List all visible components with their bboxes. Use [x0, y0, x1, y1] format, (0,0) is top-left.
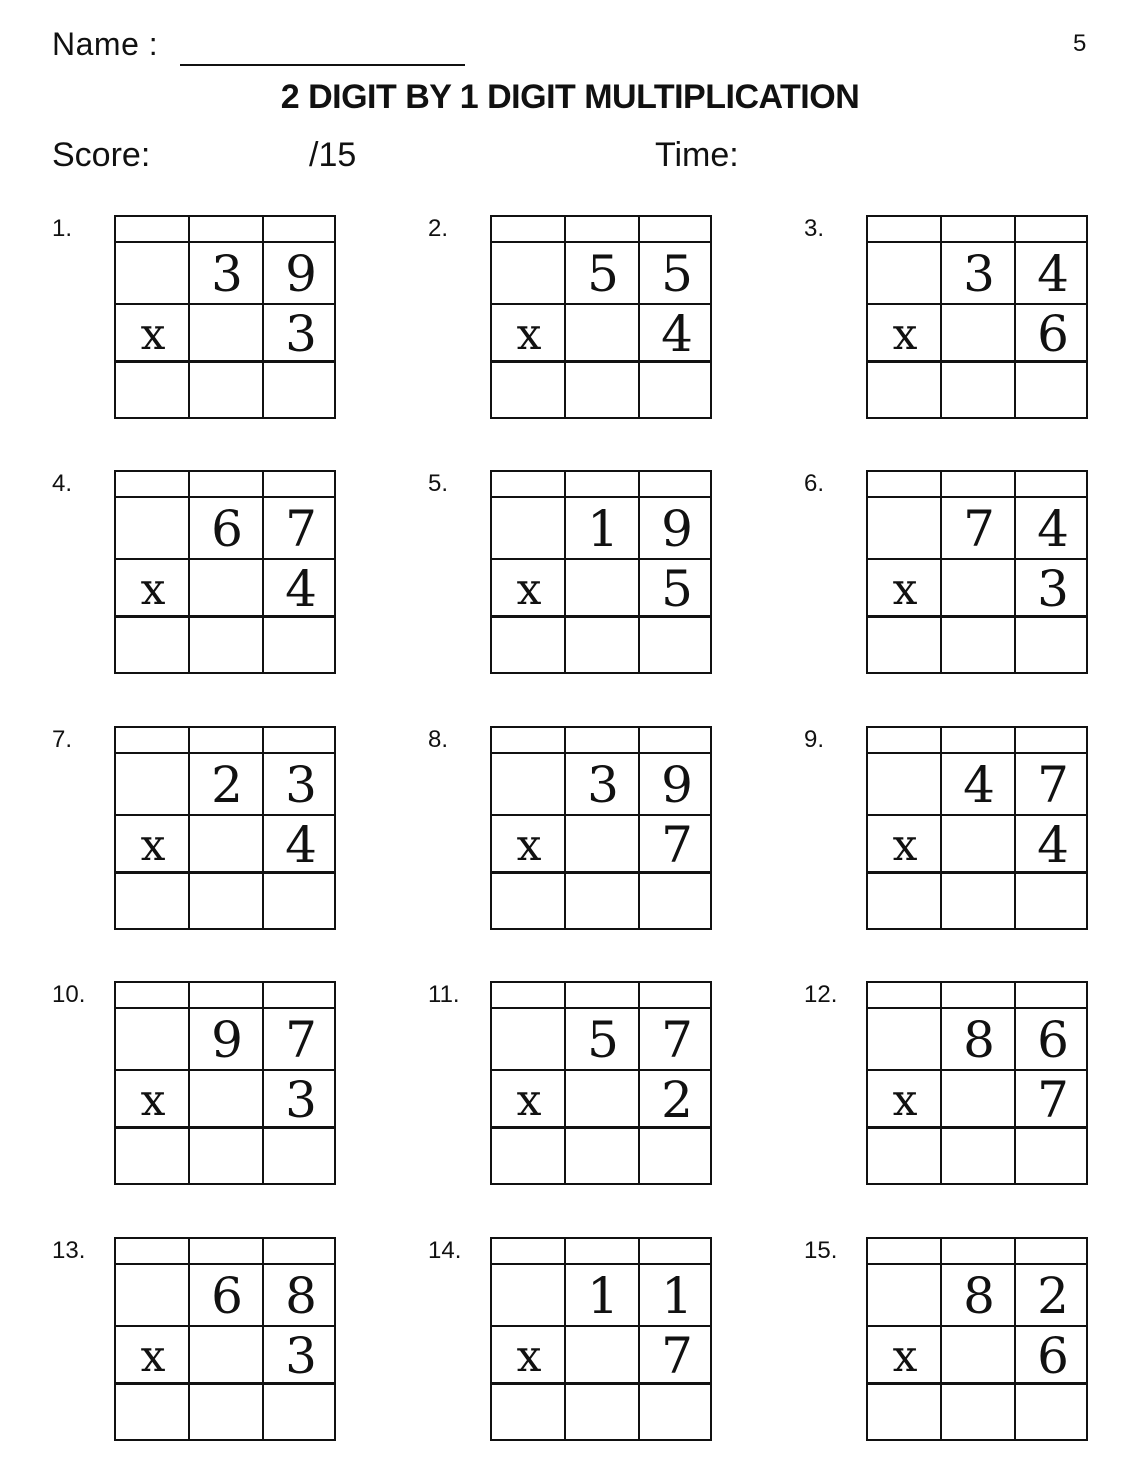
answer-cell[interactable] [264, 1385, 336, 1439]
multiplicand-ones-digit: 7 [1037, 756, 1069, 814]
answer-cell[interactable] [566, 618, 638, 672]
multiplicand-ones-digit: 3 [285, 756, 317, 814]
problem-number: 9. [804, 726, 825, 753]
multiplication-sign: x [516, 564, 542, 615]
problem [804, 215, 1104, 425]
grid-row-divider [868, 496, 1086, 498]
problem-grid [490, 215, 712, 419]
problem-grid [114, 1237, 336, 1441]
answer-cell[interactable] [116, 874, 188, 928]
multiplication-sign: x [892, 1075, 918, 1126]
worksheet-title: 2 DIGIT BY 1 DIGIT MULTIPLICATION [280, 78, 860, 116]
problem-number: 13. [52, 1237, 86, 1264]
multiplicand-ones-digit: 5 [661, 245, 693, 303]
answer-cell[interactable] [640, 1129, 712, 1183]
multiplication-sign: x [516, 1331, 542, 1382]
problem-grid [866, 726, 1088, 930]
multiplicand-ones-digit: 7 [285, 500, 317, 558]
multiplicand-ones-digit: 6 [1037, 1011, 1069, 1069]
grid-row-divider [116, 1007, 334, 1009]
answer-cell[interactable] [942, 1129, 1014, 1183]
answer-cell[interactable] [116, 363, 188, 417]
answer-cell[interactable] [566, 363, 638, 417]
grid-row-divider [868, 241, 1086, 243]
multiplicand-tens-digit: 3 [963, 245, 995, 303]
answer-cell[interactable] [492, 1129, 564, 1183]
problem-grid [114, 215, 336, 419]
answer-cell[interactable] [116, 1129, 188, 1183]
problem-number: 11. [428, 981, 460, 1008]
multiplicand-tens-digit: 9 [211, 1011, 243, 1069]
page-number: 5 [1073, 30, 1087, 57]
multiplicand-tens-digit: 8 [963, 1011, 995, 1069]
answer-cell[interactable] [942, 363, 1014, 417]
multiplicand-tens-digit: 5 [587, 1011, 619, 1069]
answer-cell[interactable] [566, 1129, 638, 1183]
multiplicand-ones-digit: 7 [285, 1011, 317, 1069]
problem-number: 8. [428, 726, 449, 753]
problem [52, 726, 352, 936]
multiplier-digit: 4 [661, 305, 693, 363]
name-label: Name : [52, 26, 159, 62]
name-field-line[interactable] [180, 64, 465, 66]
answer-cell[interactable] [942, 1385, 1014, 1439]
multiplicand-ones-digit: 2 [1037, 1267, 1069, 1325]
multiplication-sign: x [892, 820, 918, 871]
multiplier-digit: 5 [661, 560, 693, 618]
problem-grid [866, 1237, 1088, 1441]
multiplier-digit: 2 [661, 1071, 693, 1129]
multiplication-sign: x [892, 309, 918, 360]
problem [428, 470, 728, 680]
answer-cell[interactable] [640, 363, 712, 417]
problem [804, 726, 1104, 936]
score-total: /15 [309, 136, 357, 174]
multiplicand-ones-digit: 4 [1037, 500, 1069, 558]
problem-grid [490, 981, 712, 1185]
problem-number: 5. [428, 470, 449, 497]
multiplier-digit: 6 [1037, 1327, 1069, 1385]
multiplicand-tens-digit: 5 [587, 245, 619, 303]
answer-cell[interactable] [640, 618, 712, 672]
grid-row-divider [868, 1007, 1086, 1009]
multiplication-sign: x [140, 309, 166, 360]
problem-grid [866, 470, 1088, 674]
answer-cell[interactable] [868, 618, 940, 672]
problem [804, 1237, 1104, 1447]
time-label: Time: [655, 136, 739, 174]
multiplier-digit: 3 [285, 1327, 317, 1385]
problem-grid [490, 1237, 712, 1441]
multiplication-sign: x [892, 564, 918, 615]
grid-row-divider [492, 1007, 710, 1009]
multiplication-sign: x [892, 1331, 918, 1382]
multiplicand-tens-digit: 6 [211, 1267, 243, 1325]
multiplicand-ones-digit: 7 [661, 1011, 693, 1069]
problem-number: 12. [804, 981, 838, 1008]
problem-number: 15. [804, 1237, 838, 1264]
answer-cell[interactable] [116, 618, 188, 672]
answer-cell[interactable] [264, 618, 336, 672]
answer-cell[interactable] [942, 874, 1014, 928]
problem-number: 14. [428, 1237, 462, 1264]
problem-number: 10. [52, 981, 86, 1008]
multiplier-digit: 7 [661, 1327, 693, 1385]
grid-row-divider [116, 1263, 334, 1265]
problem-number: 2. [428, 215, 449, 242]
answer-cell[interactable] [566, 1385, 638, 1439]
answer-cell[interactable] [264, 363, 336, 417]
answer-cell[interactable] [190, 1385, 262, 1439]
answer-cell[interactable] [190, 874, 262, 928]
problem-grid [490, 470, 712, 674]
problem [428, 215, 728, 425]
problem-number: 7. [52, 726, 73, 753]
multiplicand-tens-digit: 7 [963, 500, 995, 558]
multiplier-digit: 3 [1037, 560, 1069, 618]
problem-grid [866, 215, 1088, 419]
problem-grid [114, 470, 336, 674]
problem [52, 981, 352, 1191]
grid-row-divider [492, 496, 710, 498]
multiplier-digit: 4 [285, 560, 317, 618]
problem-number: 3. [804, 215, 825, 242]
multiplier-digit: 3 [285, 1071, 317, 1129]
multiplier-digit: 7 [1037, 1071, 1069, 1129]
grid-row-divider [868, 752, 1086, 754]
problem-number: 4. [52, 470, 73, 497]
multiplicand-ones-digit: 9 [661, 500, 693, 558]
multiplicand-tens-digit: 6 [211, 500, 243, 558]
answer-cell[interactable] [868, 874, 940, 928]
answer-cell[interactable] [640, 874, 712, 928]
problem [52, 470, 352, 680]
answer-cell[interactable] [190, 363, 262, 417]
multiplier-digit: 4 [1037, 816, 1069, 874]
problem-grid [490, 726, 712, 930]
problem-grid [114, 981, 336, 1185]
grid-row-divider [116, 752, 334, 754]
grid-row-divider [492, 241, 710, 243]
multiplier-digit: 6 [1037, 305, 1069, 363]
multiplicand-ones-digit: 9 [285, 245, 317, 303]
grid-row-divider [116, 241, 334, 243]
multiplicand-tens-digit: 8 [963, 1267, 995, 1325]
problem-number: 6. [804, 470, 825, 497]
grid-row-divider [868, 1263, 1086, 1265]
answer-cell[interactable] [1016, 874, 1088, 928]
problem [52, 1237, 352, 1447]
answer-cell[interactable] [492, 1385, 564, 1439]
multiplier-digit: 4 [285, 816, 317, 874]
answer-cell[interactable] [116, 1385, 188, 1439]
multiplication-sign: x [516, 309, 542, 360]
answer-cell[interactable] [868, 1129, 940, 1183]
multiplication-sign: x [140, 1075, 166, 1126]
answer-cell[interactable] [264, 1129, 336, 1183]
multiplier-digit: 7 [661, 816, 693, 874]
problem-grid [114, 726, 336, 930]
multiplicand-tens-digit: 1 [587, 1267, 619, 1325]
problem [804, 981, 1104, 1191]
score-label: Score: [52, 136, 151, 174]
answer-cell[interactable] [264, 874, 336, 928]
multiplicand-ones-digit: 4 [1037, 245, 1069, 303]
answer-cell[interactable] [190, 1129, 262, 1183]
problem [804, 470, 1104, 680]
answer-cell[interactable] [942, 618, 1014, 672]
multiplication-sign: x [516, 820, 542, 871]
multiplicand-tens-digit: 1 [587, 500, 619, 558]
grid-row-divider [116, 496, 334, 498]
answer-cell[interactable] [190, 618, 262, 672]
multiplication-sign: x [140, 820, 166, 871]
answer-cell[interactable] [868, 1385, 940, 1439]
problem [428, 726, 728, 936]
multiplication-sign: x [516, 1075, 542, 1126]
problem-grid [866, 981, 1088, 1185]
problem-number: 1. [52, 215, 73, 242]
problem [428, 1237, 728, 1447]
grid-row-divider [492, 1263, 710, 1265]
answer-cell[interactable] [492, 363, 564, 417]
multiplicand-ones-digit: 8 [285, 1267, 317, 1325]
multiplication-sign: x [140, 1331, 166, 1382]
multiplication-sign: x [140, 564, 166, 615]
grid-row-divider [492, 752, 710, 754]
answer-cell[interactable] [566, 874, 638, 928]
answer-cell[interactable] [492, 874, 564, 928]
multiplicand-ones-digit: 9 [661, 756, 693, 814]
answer-cell[interactable] [1016, 618, 1088, 672]
multiplicand-tens-digit: 3 [211, 245, 243, 303]
answer-cell[interactable] [1016, 1385, 1088, 1439]
problem [428, 981, 728, 1191]
multiplicand-tens-digit: 3 [587, 756, 619, 814]
problem [52, 215, 352, 425]
answer-cell[interactable] [640, 1385, 712, 1439]
answer-cell[interactable] [868, 363, 940, 417]
answer-cell[interactable] [1016, 1129, 1088, 1183]
multiplicand-tens-digit: 4 [963, 756, 995, 814]
answer-cell[interactable] [1016, 363, 1088, 417]
multiplier-digit: 3 [285, 305, 317, 363]
answer-cell[interactable] [492, 618, 564, 672]
multiplicand-ones-digit: 1 [661, 1267, 693, 1325]
multiplicand-tens-digit: 2 [211, 756, 243, 814]
